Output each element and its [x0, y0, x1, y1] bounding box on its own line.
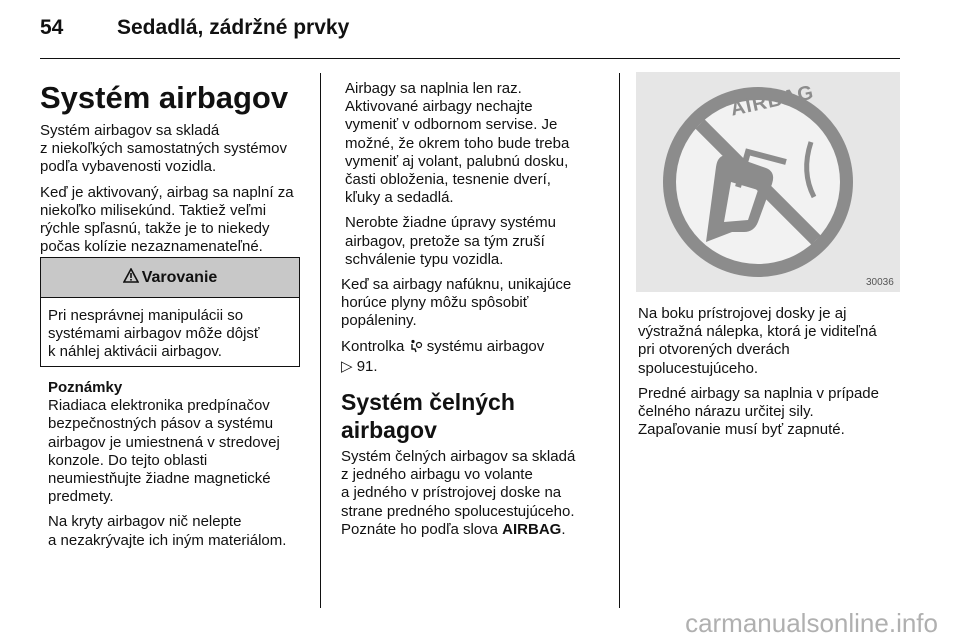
paragraph-line: Keď sa airbagy nafúknu, unikajúce [341, 276, 572, 294]
section-title: Sedadlá, zádržné prvky [117, 16, 350, 39]
note-line: predmety. [48, 488, 114, 506]
airbag-word: AIRBAG [502, 520, 562, 538]
warning-box [40, 257, 300, 367]
note-line: airbagov je umiestnená v stredovej [48, 433, 280, 451]
intro-paragraph [40, 122, 310, 177]
paragraph-line: z jedného airbagu vo volante [341, 466, 533, 484]
paragraph-line: Systém čelných airbagov sa skladá [341, 448, 576, 466]
warning-title: Varovanie [141, 268, 218, 286]
paragraph-line: niekoľko milisekúnd. Taktiež veľmi [40, 201, 267, 219]
paragraph-line: pri otvorených dverách [638, 341, 790, 359]
airbag-sticker-image [636, 72, 900, 292]
airbag-sticker-text: AIRBAG [728, 81, 817, 121]
note-line: konzole. Do tejto oblasti [48, 451, 208, 469]
punctuation: . [561, 520, 566, 538]
paragraph-line: vymeniť v odbornom servise. Je [345, 116, 558, 134]
activation-paragraph [40, 184, 310, 257]
page-reference[interactable]: 91. [356, 357, 378, 375]
warning-line: systémami airbagov môže dôjsť [48, 325, 260, 343]
note-line: bezpečnostných pásov a systému [48, 415, 274, 433]
control-prefix: Kontrolka [341, 337, 405, 355]
frontal-airbags-paragraph [341, 448, 611, 539]
warning-triangle-icon [123, 268, 139, 288]
paragraph-line: popáleniny. [341, 312, 417, 330]
paragraph-line: rýchle spľasnú, takže je to niekedy [40, 220, 270, 238]
watermark: carmanualsonline.info [685, 608, 938, 638]
intro-line: Systém airbagov sa skladá [40, 122, 220, 139]
paragraph-line: výstražná nálepka, ktorá je viditeľná [638, 323, 877, 341]
paragraph-line: airbagov, pretože sa tým zruší [345, 232, 545, 250]
header-rule [40, 58, 900, 59]
paragraph-line: čelného nárazu určitej sily. [638, 403, 814, 421]
hot-gas-paragraph [341, 276, 611, 331]
paragraph-line: Zapaľovanie musí byť zapnuté. [638, 421, 845, 439]
heading-frontal-airbags: Systém čelných airbagov [341, 389, 515, 444]
arrow-ref-icon: ▷ [341, 357, 353, 375]
control-suffix: systému airbagov [426, 337, 545, 355]
paragraph-line: Na boku prístrojovej dosky je aj [638, 305, 847, 322]
paragraph-line: Predné airbagy sa naplnia v prípade [638, 384, 879, 402]
paragraph-line: kľuky a sedadlá. [345, 189, 454, 207]
paragraph-line: strane predného spolucestujúceho. [341, 502, 575, 520]
note-title: Poznámky [48, 379, 123, 396]
note-line: Riadiaca elektronika predpínačov [48, 397, 270, 415]
warning-text [41, 298, 299, 362]
warning-header [41, 258, 299, 298]
heading-airbag-system: Systém airbagov [40, 80, 289, 115]
column-divider-2 [619, 73, 620, 608]
note-line: neumiestňujte žiadne magnetické [48, 470, 271, 488]
frontal-inflation-paragraph [638, 385, 903, 440]
paragraph-line: schválenie typu vozidla. [345, 250, 504, 268]
page-number: 54 [40, 16, 64, 39]
intro-line: z niekoľkých samostatných systémov [40, 140, 287, 158]
paragraph-line: Poznáte ho podľa slova [341, 520, 498, 538]
paragraph-line: Nerobte žiadne úpravy systému [345, 214, 556, 232]
paragraph-line: počas kolízie nezaznamenateľné. [40, 238, 263, 256]
covers-paragraph [48, 513, 313, 549]
note-paragraph [48, 397, 313, 506]
paragraph-line: a jedného v prístrojovej doske na [341, 484, 562, 502]
right-column [638, 305, 903, 446]
left-column [40, 80, 310, 263]
control-light-paragraph [341, 338, 611, 376]
warning-line: k náhlej aktivácii airbagov. [48, 343, 222, 361]
paragraph-line: možné, že okrem toho bude treba [345, 134, 570, 152]
middle-column [341, 80, 611, 546]
no-modification-paragraph [341, 214, 611, 269]
paragraph-line: a nezakrývajte ich iným materiálom. [48, 531, 287, 549]
paragraph-line: spolucestujúceho. [638, 359, 759, 377]
left-column-lower [48, 379, 313, 557]
airbag-warning-icon [409, 339, 423, 358]
sticker-paragraph [638, 305, 903, 378]
paragraph-line: horúce plyny môžu spôsobiť [341, 294, 529, 312]
paragraph-line: Aktivované airbagy nechajte [345, 98, 533, 116]
paragraph-line: Na kryty airbagov nič nelepte [48, 513, 242, 531]
intro-line: podľa vybavenosti vozidla. [40, 158, 217, 176]
image-code: 30036 [866, 277, 894, 288]
inflate-once-paragraph [341, 80, 611, 207]
paragraph-line: Keď je aktivovaný, airbag sa naplní za [40, 183, 294, 201]
paragraph-line: Airbagy sa naplnia len raz. [345, 80, 522, 97]
column-divider-1 [320, 73, 321, 608]
paragraph-line: vymeniť aj volant, palubnú dosku, [345, 152, 569, 170]
warning-line: Pri nesprávnej manipulácii so [48, 307, 244, 324]
paragraph-line: časti obloženia, tesnenie dverí, [345, 171, 551, 189]
